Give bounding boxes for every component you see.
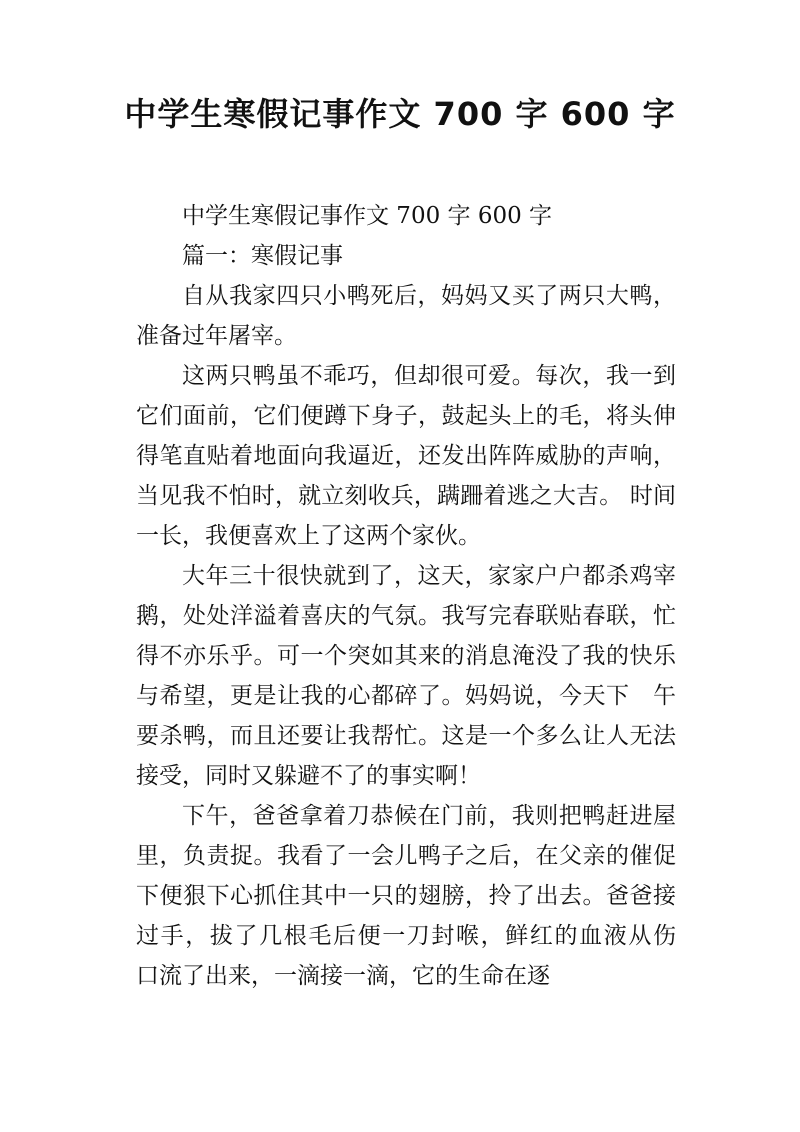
- paragraph: 下午，爸爸拿着刀恭候在门前，我则把鸭赶进屋里，负责捉。我看了一会儿鸭子之后，在父亲的催促下便狠下心抓住其中一只的翅膀，拎了出去。爸爸接过手，拔了几根毛后便一刀封喉，鲜红的血液从伤 口流了出来，一滴接一滴，它的生命在逐: [136, 803, 699, 989]
- paragraph: 这两只鸭虽不乖巧，但却很可爱。每次，我一到它们面前，它们便蹲下身子，鼓起头上的毛，将头伸得笔直贴着地面向我逼近，还发出阵阵威胁的声响，当见我不怕时，就立刻收兵，蹒跚着逃之大吉。 时间一长，我便喜欢上了这两个家伙。: [136, 363, 676, 549]
- document-body: [136, 196, 699, 996]
- paragraph-subtitle: 中学生寒假记事作文 700 字 600 字: [182, 203, 553, 229]
- paragraph-section-heading: 篇一：寒假记事: [182, 243, 343, 269]
- paragraph: 自从我家四只小鸭死后，妈妈又买了两只大鸭，准备过年屠宰。: [136, 283, 676, 349]
- paragraph: 大年三十很快就到了，这天，家家户户都杀鸡宰鹅，处处洋溢着喜庆的气氛。我写完春联贴春联，忙得不亦乐乎。可一个突如其来的消息淹没了我的快乐与希望，更是让我的心都碎了。妈妈说，今天下 午要杀鸭，而且还要让我帮忙。这是一个多么让人无法接受，同时又躲避不了的事实啊！: [136, 563, 676, 789]
- document-title: 中学生寒假记事作文 700 字 600 字: [124, 95, 676, 133]
